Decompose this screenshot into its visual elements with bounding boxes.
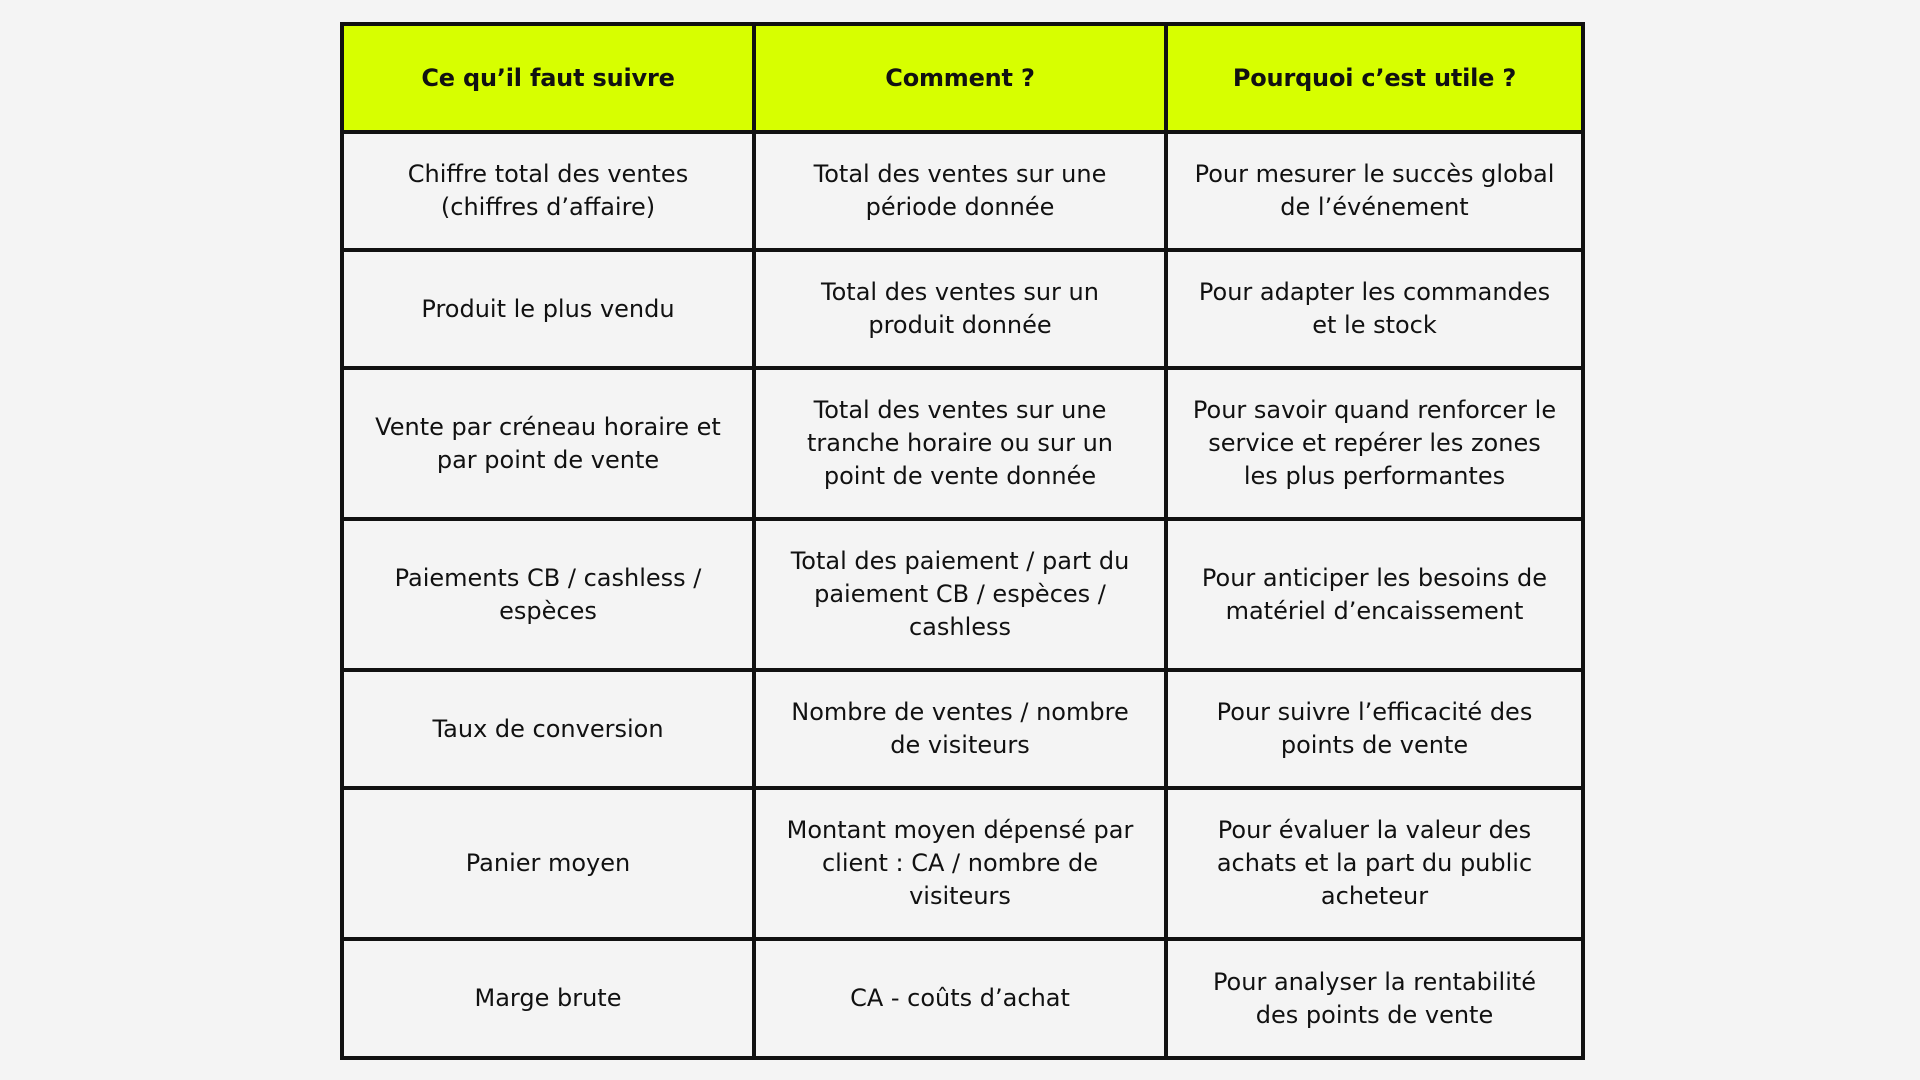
table-cell: Marge brute — [342, 939, 754, 1058]
table-cell: Panier moyen — [342, 788, 754, 939]
kpi-table-container — [340, 22, 1581, 1060]
table-cell: Chiffre total des ventes (chiffres d’affaire) — [342, 132, 754, 250]
table-cell: Paiements CB / cashless / espèces — [342, 519, 754, 670]
table-cell: Total des ventes sur un produit donnée — [754, 250, 1166, 368]
table-cell: Total des ventes sur une tranche horaire ou sur un point de vente donnée — [754, 368, 1166, 519]
table-cell: Pour évaluer la valeur des achats et la part du public acheteur — [1166, 788, 1583, 939]
table-cell: Produit le plus vendu — [342, 250, 754, 368]
table-row — [342, 368, 1583, 519]
table-header-row — [342, 24, 1583, 132]
table-cell: Taux de conversion — [342, 670, 754, 788]
table-row — [342, 788, 1583, 939]
table-row — [342, 132, 1583, 250]
table-row — [342, 670, 1583, 788]
table-row — [342, 939, 1583, 1058]
header-how: Comment ? — [754, 24, 1166, 132]
table-cell: Pour anticiper les besoins de matériel d’encaissement — [1166, 519, 1583, 670]
kpi-table — [340, 22, 1585, 1060]
table-cell: Total des ventes sur une période donnée — [754, 132, 1166, 250]
table-cell: CA - coûts d’achat — [754, 939, 1166, 1058]
table-cell: Pour mesurer le succès global de l’événement — [1166, 132, 1583, 250]
table-cell: Pour analyser la rentabilité des points de vente — [1166, 939, 1583, 1058]
table-row — [342, 519, 1583, 670]
table-cell: Total des paiement / part du paiement CB / espèces / cashless — [754, 519, 1166, 670]
table-cell: Pour adapter les commandes et le stock — [1166, 250, 1583, 368]
table-row — [342, 250, 1583, 368]
table-cell: Pour suivre l’efficacité des points de vente — [1166, 670, 1583, 788]
table-cell: Vente par créneau horaire et par point de vente — [342, 368, 754, 519]
table-cell: Nombre de ventes / nombre de visiteurs — [754, 670, 1166, 788]
table-cell: Montant moyen dépensé par client : CA / nombre de visiteurs — [754, 788, 1166, 939]
table-cell: Pour savoir quand renforcer le service et repérer les zones les plus performantes — [1166, 368, 1583, 519]
header-what-to-track: Ce qu’il faut suivre — [342, 24, 754, 132]
header-why-useful: Pourquoi c’est utile ? — [1166, 24, 1583, 132]
